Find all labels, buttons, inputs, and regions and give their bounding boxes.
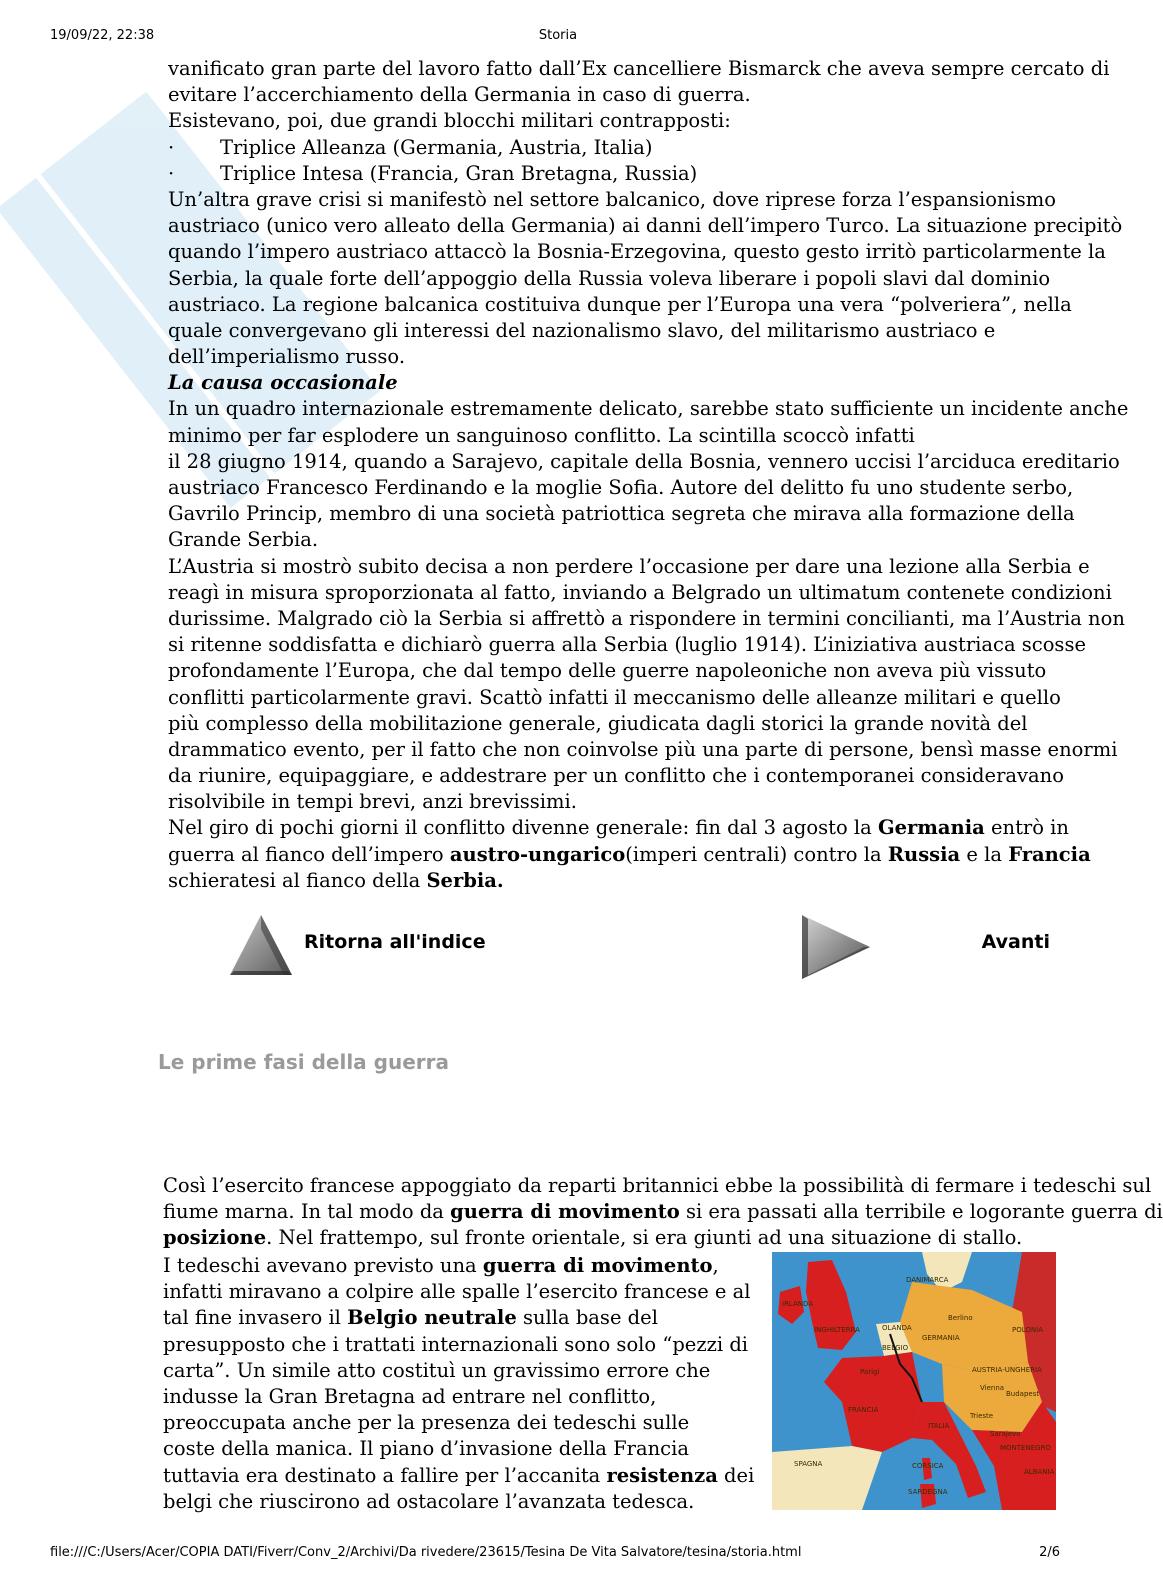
map-label-italia: ITALIA <box>928 1422 950 1430</box>
print-header <box>0 28 1116 46</box>
text-line <box>163 1199 1163 1225</box>
text-line: austriaco. La regione balcanica costituiva dunque per l’Europa una vera “polveriera”, nella <box>168 292 1072 316</box>
map-label-parigi: Parigi <box>860 1368 880 1376</box>
text-run: guerra al fianco dell’impero <box>168 842 450 866</box>
text-line: reagì in misura sproporzionata al fatto, inviando a Belgrado un ultimatum contenete condizioni <box>168 580 1112 604</box>
text-line: Esistevano, poi, due grandi blocchi militari contrapposti: <box>168 109 731 133</box>
print-footer <box>0 1545 1116 1563</box>
text-run: tal fine invasero il <box>163 1306 348 1330</box>
text-line: Un’altra grave crisi si manifestò nel settore balcanico, dove riprese forza l’espansionismo <box>168 187 1057 211</box>
subheading: La causa occasionale <box>168 371 398 395</box>
text-line: profondamente l’Europa, che dal tempo delle guerre napoleoniche non aveva più vissuto <box>168 659 1047 683</box>
text-line: si ritenne soddisfatta e dichiarò guerra alla Serbia (luglio 1914). L’iniziativa austriaca scosse <box>168 633 1086 657</box>
text-line: da riunire, equipaggiare, e addestrare per un conflitto che i contemporanei consideravano <box>168 764 1064 788</box>
map-label-francia: FRANCIA <box>848 1406 879 1414</box>
text-line: In un quadro internazionale estremamente delicato, sarebbe stato sufficiente un incidente anche <box>168 397 1129 421</box>
text-line: Così l’esercito francese appoggiato da reparti britannici ebbe la possibilità di fermare i tedeschi sul <box>163 1174 1152 1197</box>
section-title: Le prime fasi della guerra <box>158 1050 449 1074</box>
print-page-number: 2/6 <box>1039 1545 1060 1560</box>
map-label-sarajevo: Sarajevo <box>990 1430 1021 1438</box>
text-line: austriaco Francesco Ferdinando e la moglie Sofia. Autore del delitto fu uno studente serbo, <box>168 476 1074 499</box>
article-block-1 <box>168 56 1129 894</box>
text-run: e la <box>960 842 1009 866</box>
map-label-olanda: OLANDA <box>882 1324 912 1332</box>
text-line: minimo per far esplodere un sanguinoso conflitto. La scintilla scoccò infatti <box>168 423 915 447</box>
text-line: risolvibile in tempi brevi, anzi brevissimi. <box>168 790 577 814</box>
bold-run: Germania <box>877 816 985 840</box>
text-run: si era passati alla terribile e logorante guerra di <box>679 1200 1163 1224</box>
map-label-berlino: Berlino <box>948 1314 973 1322</box>
text-line: quando l’impero austriaco attaccò la Bosnia-Erzegovina, questo gesto irritò particolarmente la <box>168 240 1106 264</box>
text-line <box>168 815 1069 841</box>
map-label-trieste: Trieste <box>970 1412 994 1420</box>
text-line <box>168 868 1056 894</box>
text-run: fiume marna. In tal modo da <box>163 1200 451 1224</box>
text-run: I tedeschi avevano previsto una <box>163 1254 483 1277</box>
text-line: indusse la Gran Bretagna ad entrare nel conflitto, <box>163 1384 657 1408</box>
text-line: carta”. Un simile atto costituì un gravissimo errore che <box>163 1358 711 1382</box>
bold-run: Serbia. <box>426 868 504 892</box>
text-line: conflitti particolarmente gravi. Scattò infatti il meccanismo delle alleanze militari e quello <box>168 685 1061 709</box>
back-to-index-link[interactable]: Ritorna all'indice <box>304 931 486 953</box>
text-line: austriaco (unico vero alleato della Germania) ai danni dell’impero Turco. La situazione precipitò <box>168 214 1123 238</box>
list-item <box>168 161 1056 187</box>
bold-run: Belgio neutrale <box>347 1306 517 1330</box>
text-run: dei <box>717 1463 755 1487</box>
bold-run: guerra di movimento <box>450 1200 680 1224</box>
text-line: presupposto che i trattati internazionali sono solo “pezzi di <box>163 1332 749 1356</box>
article-block-3 <box>163 1253 770 1515</box>
map-label-corsica: CORSICA <box>912 1462 944 1470</box>
bold-run: Russia <box>887 842 961 866</box>
bold-run: Francia <box>1008 842 1091 866</box>
back-to-index-arrow-icon[interactable] <box>228 913 294 979</box>
text-line: dell’imperialismo russo. <box>168 345 406 369</box>
text-line: evitare l’accerchiamento della Germania in caso di guerra. <box>168 83 751 107</box>
map-label-montenegro: MONTENEGRO <box>1000 1444 1051 1452</box>
map-label-spagna: SPAGNA <box>794 1460 823 1468</box>
map-label-polonia: POLONIA <box>1012 1326 1043 1334</box>
map-label-inghilterra: INGHILTERRA <box>814 1326 860 1334</box>
map-label-austria-ungheria: AUSTRIA-UNGHERIA <box>972 1366 1042 1374</box>
navigation-row <box>168 905 1056 985</box>
europe-1914-map <box>772 1252 1056 1510</box>
bold-run: austro-ungarico <box>449 842 626 866</box>
print-title: Storia <box>538 28 578 43</box>
map-label-vienna: Vienna <box>980 1384 1005 1392</box>
text-run: sulla base del <box>516 1306 658 1330</box>
text-run: tuttavia era destinato a fallire per l’accanita <box>163 1463 607 1487</box>
text-line <box>163 1253 770 1279</box>
text-line: drammatico evento, per il fatto che non coinvolse più una parte di persone, bensì masse enormi <box>168 737 1118 761</box>
bold-run: posizione <box>163 1226 267 1250</box>
bold-run: guerra di movimento <box>482 1254 713 1277</box>
text-line: L’Austria si mostrò subito decisa a non perdere l’occasione per dare una lezione alla Serbia e <box>168 554 1090 578</box>
text-line: Gavrilo Princip, membro di una società patriottica segreta che mirava alla formazione della <box>168 502 1075 526</box>
text-line: più complesso della mobilitazione generale, giudicata dagli storici la grande novità del <box>168 711 1028 735</box>
text-line: il 28 giugno 1914, quando a Sarajevo, capitale della Bosnia, vennero uccisi l’arciduca ereditario <box>168 449 1120 473</box>
text-line: vanificato gran parte del lavoro fatto dall’Ex cancelliere Bismarck che aveva sempre cercato di <box>168 57 1110 80</box>
text-line: durissime. Malgrado ciò la Serbia si affrettò a rispondere in termini concilianti, ma l’Austria non <box>168 606 1125 630</box>
text-line <box>168 842 1091 868</box>
print-datetime: 19/09/22, 22:38 <box>50 28 155 43</box>
text-run: , <box>712 1254 719 1277</box>
next-arrow-icon[interactable] <box>800 913 872 981</box>
bold-run: resistenza <box>606 1463 718 1487</box>
next-link[interactable]: Avanti <box>981 931 1050 953</box>
bullet-dot: · <box>168 161 175 185</box>
text-line <box>163 1305 770 1331</box>
text-run: entrò in <box>984 816 1069 840</box>
text-line: Grande Serbia. <box>168 528 319 552</box>
list-item-text: Triplice Intesa (Francia, Gran Bretagna, Russia) <box>220 161 698 185</box>
text-line: quale convergevano gli interessi del nazionalismo slavo, del militarismo austriaco e <box>168 318 996 342</box>
map-label-danimarca: DANIMARCA <box>906 1276 949 1284</box>
map-label-albania: ALBANIA <box>1024 1468 1055 1476</box>
text-run: (imperi centrali) contro la <box>625 842 888 866</box>
list-item <box>168 135 1056 161</box>
text-run: schieratesi al fianco della <box>168 868 427 892</box>
text-line <box>163 1225 1056 1251</box>
map-label-germania: GERMANIA <box>922 1334 960 1342</box>
article-block-2 <box>163 1173 1163 1253</box>
text-run: . Nel frattempo, sul fronte orientale, si era giunti ad una situazione di stallo. <box>266 1226 1023 1250</box>
text-run: Nel giro di pochi giorni il conflitto divenne generale: fin dal 3 agosto la <box>168 816 878 840</box>
text-line: Serbia, la quale forte dell’appoggio della Russia voleva liberare i popoli slavi dal dominio <box>168 266 1051 290</box>
print-file-path: file:///C:/Users/Acer/COPIA DATI/Fiverr/Conv_2/Archivi/Da rivedere/23615/Tesina De Vita Salvatore/tesina/storia.html <box>50 1545 802 1560</box>
map-label-sardegna: SARDEGNA <box>908 1488 948 1496</box>
map-label-irlanda: IRLANDA <box>782 1300 814 1308</box>
bullet-dot: · <box>168 135 175 159</box>
text-line: coste della manica. Il piano d’invasione della Francia <box>163 1437 689 1461</box>
text-line <box>163 1463 770 1489</box>
map-label-belgio: BELGIO <box>882 1344 909 1352</box>
text-line: infatti miravano a colpire alle spalle l’esercito francese e al <box>163 1280 751 1304</box>
text-line: preoccupata anche per la presenza dei tedeschi sulle <box>163 1411 690 1435</box>
map-label-budapest: Budapest <box>1006 1390 1040 1398</box>
text-line: belgi che riuscirono ad ostacolare l’avanzata tedesca. <box>163 1489 695 1513</box>
list-item-text: Triplice Alleanza (Germania, Austria, Italia) <box>220 135 653 159</box>
